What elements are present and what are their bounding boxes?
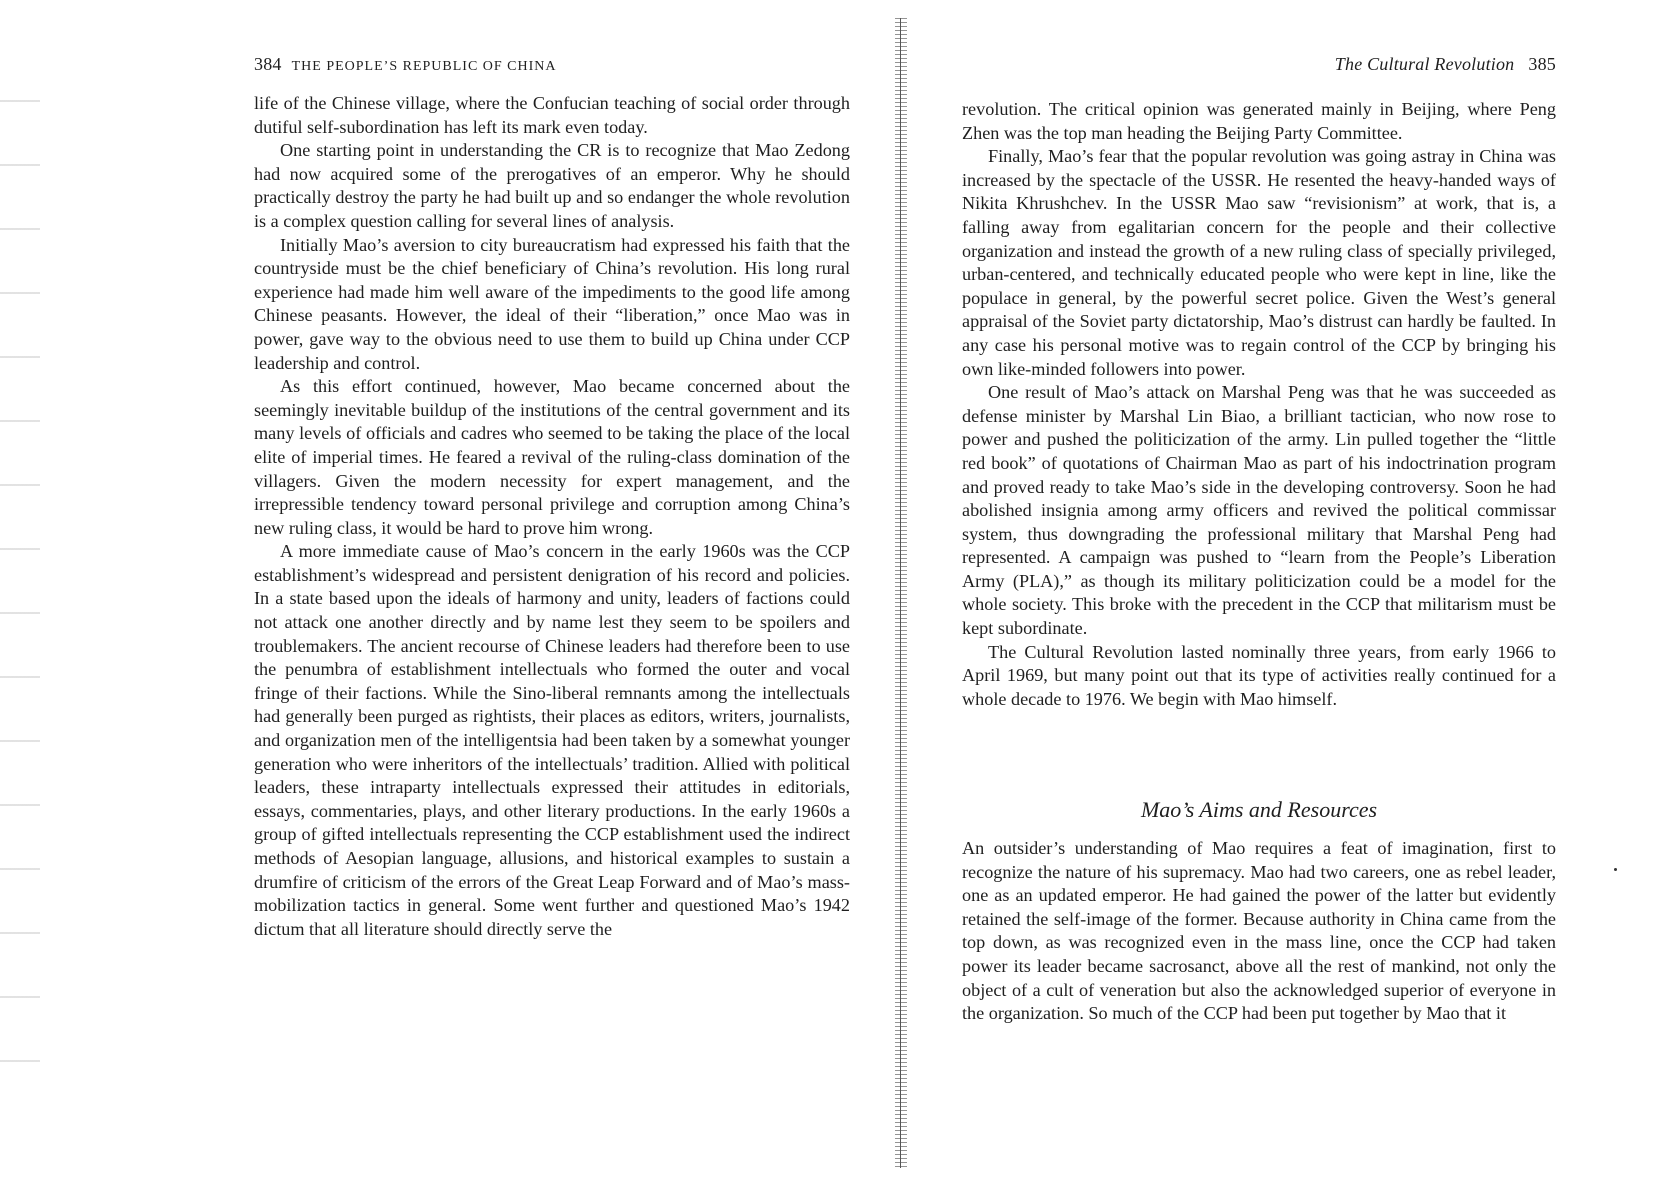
paragraph: One result of Mao’s attack on Marshal Peng was that he was succeeded as defense minister by Marshal Lin Biao, a brilliant tactician, who now rose to power and pushed the politicization of the army. Lin pulled together the “little red book” of quotations of Chairman Mao as part of his indoctrination program and proved ready to take Mao’s side in the developing controversy. Soon he had abolished insignia among army officers and revived the political commissar system, thus downgrading the professional military that Marshal Peng had represented. A campaign was pushed to “learn from the People’s Liberation Army (PLA),” as though its military politicization could be a model for the whole society. This broke with the precedent in the CCP that militarism must be kept subordinate. [962,382,1556,639]
page-edge-specks [0,60,40,1120]
left-running-title: THE PEOPLE’S REPUBLIC OF CHINA [291,59,557,74]
book-gutter [895,18,907,1168]
right-page-number: 385 [1528,54,1556,74]
left-running-head [254,54,557,75]
paragraph: Finally, Mao’s fear that the popular revolution was going astray in China was increased by the spectacle of the USSR. He resented the heavy-handed ways of Nikita Khrushchev. In the USSR Mao saw “revisionism” at work, that is, a falling away from egalitarian concern for the people and their collective organization and instead the growth of a new ruling class of specially privileged, urban-centered, and technically educated people who were kept in line, like the populace in general, by the powerful secret police. Given the West’s general appraisal of the Soviet party dictatorship, Mao’s distrust can hardly be faulted. In any case his personal motive was to regain control of the CCP by bringing his own like-minded followers into power. [962,146,1556,379]
paragraph: revolution. The critical opinion was generated mainly in Beijing, where Peng Zhen was the top man heading the Beijing Party Committee. [962,99,1556,143]
right-running-head [1335,54,1556,75]
left-page-number: 384 [254,54,282,74]
paragraph: Initially Mao’s aversion to city bureaucratism had expressed his faith that the countryside must be the chief beneficiary of China’s revolution. His long rural experience had made him well aware of the impediments to the good life among Chinese peasants. However, the ideal of their “liberation,” once Mao was in power, gave way to the obvious need to use them to build up China under CCP leadership and control. [254,234,850,373]
paragraph: An outsider’s understanding of Mao requires a feat of imagination, first to recognize the nature of his supremacy. Mao had two careers, one as rebel leader, one as an updated emperor. He had gained the power of the latter but evidently retained the self-image of the former. Because authority in China came from the top down, as was recognized even in the mass line, once the CCP had taken power its leader became sacrosanct, above all the rest of mankind, not only the object of a cult of veneration but also the acknowledged superior of everyone in the organization. So much of the CCP had been put together by Mao that it [962,838,1556,1024]
paragraph: As this effort continued, however, Mao became concerned about the seemingly inevitable buildup of the institutions of the central government and its many levels of officials and cadres who seemed to be taking the place of the local elite of imperial times. He feared a revival of the ruling-class domination of the villagers. Given the modern necessity for expert management, and the irrepressible tendency toward personal privilege and corruption among China’s new ruling class, it would be hard to prove him wrong. [254,376,850,538]
paragraph: A more immediate cause of Mao’s concern in the early 1960s was the CCP establishment’s widespread and persistent denigration of his record and policies. In a state based upon the ideals of harmony and unity, leaders of factions could not attack one another directly and by name lest they seem to be spoilers and troublemakers. The ancient recourse of Chinese leaders had therefore been to use the penumbra of establishment intellectuals who formed the outer and vocal fringe of their factions. While the Sino-liberal remnants among the intellectuals had generally been purged as rightists, their places as editors, writers, journalists, and organization men of the intelligentsia had been taken by a somewhat younger generation who were inheritors of the intellectuals’ tradition. Allied with political leaders, these intraparty intellectuals expressed their attitudes in editorials, essays, commentaries, plays, and other literary productions. In the early 1960s a group of gifted intellectuals representing the CCP establishment used the indirect methods of Aesopian language, allusions, and historical examples to sustain a drumfire of criticism of the errors of the Great Leap Forward and of Mao’s mass-mobilization tactics in general. Some went further and questioned Mao’s 1942 dictum that all literature should directly serve the [254,541,850,939]
right-running-title: The Cultural Revolution [1334,54,1515,74]
right-body-text [962,98,1556,711]
paragraph: The Cultural Revolution lasted nominally three years, from early 1966 to April 1969, but many point out that its type of activities really continued for a whole decade to 1976. We begin with Mao himself. [962,641,1556,709]
paragraph: life of the Chinese village, where the Confucian teaching of social order through dutiful self-subordination has left its mark even today. [254,93,850,137]
section-body-text [962,837,1556,1026]
left-body-text [254,92,850,941]
paragraph: One starting point in understanding the CR is to recognize that Mao Zedong had now acquired some of the prerogatives of an emperor. Why he should practically destroy the party he had built up and so endanger the whole revolution is a complex question calling for several lines of analysis. [254,140,850,231]
stray-mark [1614,868,1617,871]
section-heading: Mao’s Aims and Resources [1140,797,1378,822]
